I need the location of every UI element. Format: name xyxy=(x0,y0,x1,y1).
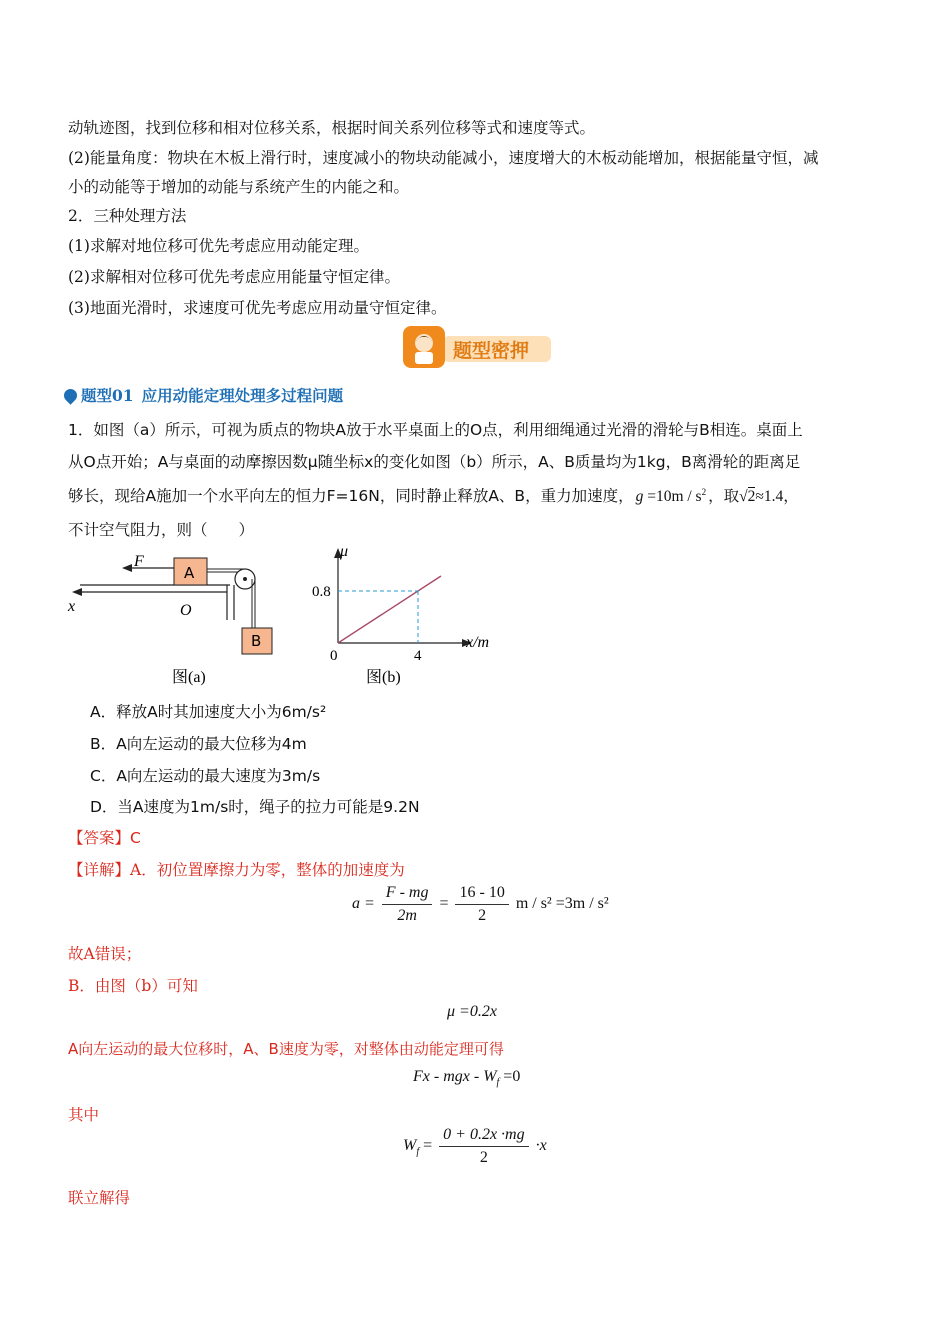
eq1-rhs: m / s² =3m / s² xyxy=(515,895,609,913)
eq1-den2: 2 xyxy=(478,907,487,924)
question-line-3: 够长，现给A施加一个水平向左的恒力F=16N，同时静止释放A、B，重力加速度， $g =10m / s^2$ ，取√2≈1.4， xyxy=(68,486,799,505)
figure-b xyxy=(306,540,506,692)
eq1-eq: = xyxy=(439,895,449,913)
eq1-num1: F - mg xyxy=(382,884,433,905)
intro-line-6: (2)求解相对位移可优先考虑应用能量守恒定律。 xyxy=(68,268,400,286)
detail-text-1: A．初位置摩擦力为零，整体的加速度为 xyxy=(130,861,405,879)
equation-1 xyxy=(352,884,609,925)
label-x: x xyxy=(68,598,76,615)
banner-text: 题型密押 xyxy=(453,340,530,362)
label-a: A xyxy=(184,564,195,582)
intro-line-7: (3)地面光滑时，求速度可优先考虑应用动量守恒定律。 xyxy=(68,299,447,317)
eq4-eq: = xyxy=(419,1137,433,1155)
intro-line-5: (1)求解对地位移可优先考虑应用动能定理。 xyxy=(68,237,369,255)
detail-label: 【详解】 xyxy=(68,861,131,879)
detail-line-4: A向左运动的最大位移时，A、B速度为零，对整体由动能定理可得 xyxy=(68,1040,504,1058)
figure-a xyxy=(62,548,302,693)
option-a: A．释放A时其加速度大小为6m/s² xyxy=(90,703,327,721)
section-heading: 应用动能定理处理多过程问题 xyxy=(141,387,344,405)
question-line-4: 不计空气阻力，则（ ） xyxy=(68,521,255,539)
intro-line-4: 2．三种处理方法 xyxy=(68,207,187,225)
x-arrow-icon xyxy=(72,588,82,596)
intro-line-3: 小的动能等于增加的动能与系统产生的内能之和。 xyxy=(68,178,410,196)
tick-0: 0 xyxy=(330,648,338,664)
tick-08: 0.8 xyxy=(312,584,331,600)
eq4-den: 2 xyxy=(479,1149,488,1166)
label-mu: μ xyxy=(340,543,349,560)
sqrt-arg: 2 xyxy=(747,488,756,505)
eq4-lhs: W xyxy=(403,1137,417,1155)
intro-line-1: 动轨迹图，找到位移和相对位移关系，根据时间关系列位移等式和速度等式。 xyxy=(68,119,596,137)
eq1-num2: 16 - 10 xyxy=(455,884,508,905)
question-line-1: 1．如图（a）所示，可视为质点的物块A放于水平桌面上的O点，利用细绳通过光滑的滑轮与B相连。桌面上 xyxy=(68,421,803,439)
answer-line xyxy=(68,826,141,848)
figure-a-caption: 图(a) xyxy=(172,669,206,686)
question-line-3-text: 够长，现给A施加一个水平向左的恒力F=16N，同时静止释放A、B，重力加速度， xyxy=(68,487,634,505)
intro-line-2: (2)能量角度：物块在木板上滑行时，速度减小的物块动能减小，速度增大的木板动能增加，根据能量守恒，减 xyxy=(68,149,819,167)
question-take: ，取 xyxy=(708,487,740,505)
section-tag: 题型01 xyxy=(81,386,134,405)
eq3-main: Fx - mgx - W xyxy=(413,1068,497,1085)
equation-2: μ =0.2x xyxy=(447,1003,497,1020)
equation-4 xyxy=(403,1126,547,1167)
banner-graphic xyxy=(403,326,551,368)
option-d: D．当A速度为1m/s时，绳子的拉力可能是9.2N xyxy=(90,798,420,816)
label-f: F xyxy=(134,553,144,570)
question-line-2: 从O点开始；A与桌面的动摩擦因数μ随坐标x的变化如图（b）所示，A、B质量均为1kg，B离滑轮的距离足 xyxy=(68,453,801,471)
answer-value: C xyxy=(130,829,141,847)
section-title xyxy=(64,384,343,406)
force-arrow-icon xyxy=(122,564,132,572)
option-c: C．A向左运动的最大速度为3m/s xyxy=(90,767,321,785)
eq3-rhs: =0 xyxy=(499,1068,521,1085)
eq4-sub: f xyxy=(416,1146,420,1158)
detail-line-2: 故A错误； xyxy=(68,945,142,963)
detail-line-6: 联立解得 xyxy=(68,1189,131,1207)
section-banner xyxy=(403,326,551,368)
bullet-icon xyxy=(61,386,79,404)
figure-b-caption: 图(b) xyxy=(366,669,401,686)
detail-line-1 xyxy=(68,858,405,880)
eq4-rhs: ·x xyxy=(535,1137,547,1155)
eq3-sub: f xyxy=(496,1077,500,1089)
approx-value: ≈1.4， xyxy=(755,488,799,505)
eq4-num: 0 + 0.2x ·mg xyxy=(439,1126,528,1147)
equation-3 xyxy=(413,1068,520,1088)
eq1-lhs: a = xyxy=(352,895,375,913)
mu-line xyxy=(338,576,441,643)
detail-line-3: B．由图（b）可知 xyxy=(68,977,198,995)
tick-4: 4 xyxy=(414,648,422,664)
label-o: O xyxy=(180,602,192,619)
label-xm: x/m xyxy=(466,634,490,651)
detail-line-5: 其中 xyxy=(68,1106,100,1124)
option-b: B．A向左运动的最大位移为4m xyxy=(90,735,307,753)
answer-label: 【答案】 xyxy=(68,829,131,847)
eq1-den1: 2m xyxy=(397,907,417,924)
label-b: B xyxy=(251,632,262,650)
